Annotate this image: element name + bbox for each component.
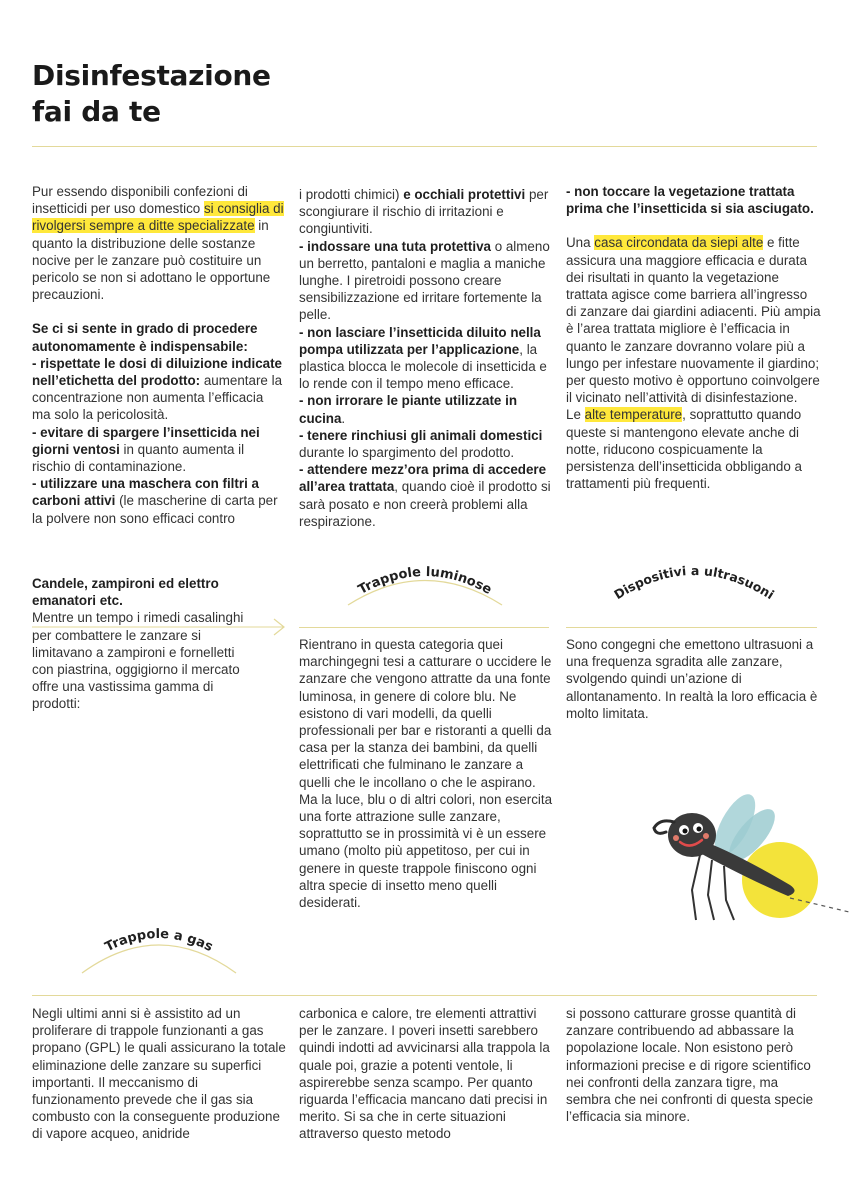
column-1 <box>32 183 284 527</box>
mosquito-illustration <box>640 780 849 930</box>
highlight: alte temperature <box>584 407 683 423</box>
svg-text:Dispositivi a ultrasuoni <box>611 563 777 602</box>
lead-paragraph: Se ci si sente in grado di procedere autonomamente è indispensabile: - rispettate le dosi di diluizione indicate nell’etichetta del prodotto: aumentare la concentrazione non aumenta l’efficacia ma solo la pericolosità. - evitare di spargere l’insetticida nei giorni ventosi in quanto aumenta il rischio di contaminazione. - utilizzare una maschera con filtri a carboni attivi (le mascherine di carta per la polvere non sono efficaci contro <box>32 321 283 526</box>
title-line-2: fai da te <box>32 95 161 128</box>
hedges-paragraph: Una casa circondata da siepi alte e fitte assicura una maggiore efficacia e durata dei risultati in quanto la vegetazione trattata agisce come barriera all’ingresso di zanzare dai giardini adiacenti. Più ampia è l’area trattata migliore è l’efficacia in quanto le zanzare dovranno volare più a lungo per infestare nuovamente il giardino; per questo motivo è opportuno coinvolgere il vicinato nell’attività di disinfestazione. Le alte temperature, soprattutto quando queste si mantengono elevate anche di notte, riducono cospicuamente la persistenza dell’insetticida obbligando a trattamenti più frequenti. <box>566 235 821 492</box>
ultrasuoni-arc <box>604 556 784 608</box>
column-3 <box>566 183 821 492</box>
luminose-arc <box>340 558 510 608</box>
page-title <box>32 58 271 130</box>
column-2 <box>299 186 551 530</box>
ultrasuoni-text: Sono congegni che emettono ultrasuoni a una frequenza sgradita alle zanzare, svolgendo quindi un’azione di allontanamento. In realtà la loro efficacia è molto limitata. <box>566 637 818 721</box>
highlight: si consiglia di rivolgersi sempre a ditte specializzate <box>32 201 284 234</box>
gas-arc <box>74 925 244 977</box>
ultrasuoni-label: Dispositivi a ultrasuoni <box>611 562 777 603</box>
arrow-line <box>32 617 294 637</box>
candele-section <box>32 575 257 713</box>
luminose-divider <box>299 627 549 628</box>
candele-heading: Candele, zampironi ed elettro emanatori etc. <box>32 576 219 609</box>
last-precaution: - non toccare la vegetazione trattata prima che l’insetticida si sia asciugato. <box>566 184 814 217</box>
gas-label: Trappole a gas <box>102 926 216 956</box>
gas-column-3: si possono catturare grosse quantità di zanzare contribuendo ad abbassare la popolazione locale. Non esistono però informazioni precise e di rigore scientifico nei confronti della zanzara tigre, ma sembra che nei confronti di questa specie l’efficacia sia minore. <box>566 1006 814 1125</box>
title-divider <box>32 146 817 147</box>
precautions-list: i prodotti chimici) e occhiali protettivi per scongiurare il rischio di irritazioni e congiuntiviti. - indossare una tuta protettiva o almeno un berretto, pantaloni e maglia a maniche lunghe. I piretroidi possono creare sensibilizzazione ed irritare fortemente la pelle. - non lasciare l’insetticida diluito nella pompa utilizzata per l’applicazione, la plastica blocca le molecole di insetticida e lo rende con il tempo meno efficace. - non irrorare le piante utilizzate in cucina. - tenere rinchiusi gli animali domestici durante lo spargimento del prodotto. - attendere mezz’ora prima di accedere all’area trattata, quando cioè il prodotto si sarà posato e non creerà problemi alla respirazione. <box>299 187 551 529</box>
gas-column-2: carbonica e calore, tre elementi attrattivi per le zanzare. I poveri insetti sarebbero quindi indotti ad avvicinarsi alla trappola la quale poi, grazie a potenti ventole, li aspirerebbe senza scampo. Per quanto riguarda l’efficacia mancano dati precisi in merito. Si sa che in certe situazioni attraverso questo metodo <box>299 1006 550 1142</box>
svg-text:Trappole a gas <box>103 927 216 955</box>
luminose-label: Trappole luminose <box>355 564 495 598</box>
intro-paragraph: Pur essendo disponibili confezioni di insetticidi per uso domestico si consiglia di rivolgersi sempre a ditte specializzate in quanto la distribuzione delle sostanze nocive per le zanzare può costituire un pericolo se non si adottano le opportune precauzioni. <box>32 184 284 303</box>
gas-divider <box>32 995 817 996</box>
title-line-1: Disinfestazione <box>32 59 271 92</box>
highlight: casa circondata da siepi alte <box>594 235 764 251</box>
ultrasuoni-divider <box>566 627 817 628</box>
gas-column-1: Negli ultimi anni si è assistito ad un proliferare di trappole funzionanti a gas propano (GPL) le quali assicurano la totale eliminazione delle zanzare su superfici importanti. Il meccanismo di funzionamento prevede che il gas sia combusto con la conseguente produzione di vapore acqueo, anidride <box>32 1006 286 1142</box>
luminose-text: Rientrano in questa categoria quei marchingegni tesi a catturare o uccidere le zanzare che vengono attratte da una fonte luminosa, in genere di colore blu. Ne esistono di vari modelli, da quelli professionali per bar e ristoranti a quelli da casa per la stanza dei bambini, da quelli elettrificati che fulminano le zanzare a quelli che le incollano o che le aspirano. Ma la luce, blu o di altri colori, non esercita una forte attrazione sulle zanzare, soprattutto se in prossimità vi è un essere umano (molto più appetitoso, per cui in genere in queste trappole finiscono ogni altra specie di insetto meno quelli desiderati. <box>299 637 553 911</box>
svg-text:Trappole luminose <box>356 565 494 598</box>
candele-text: Mentre un tempo i rimedi casalinghi per combattere le zanzare si limitavano a zampironi e fornelletti con piastrina, oggigiorno il mercato offre una vastissima gamma di prodotti: <box>32 610 244 712</box>
